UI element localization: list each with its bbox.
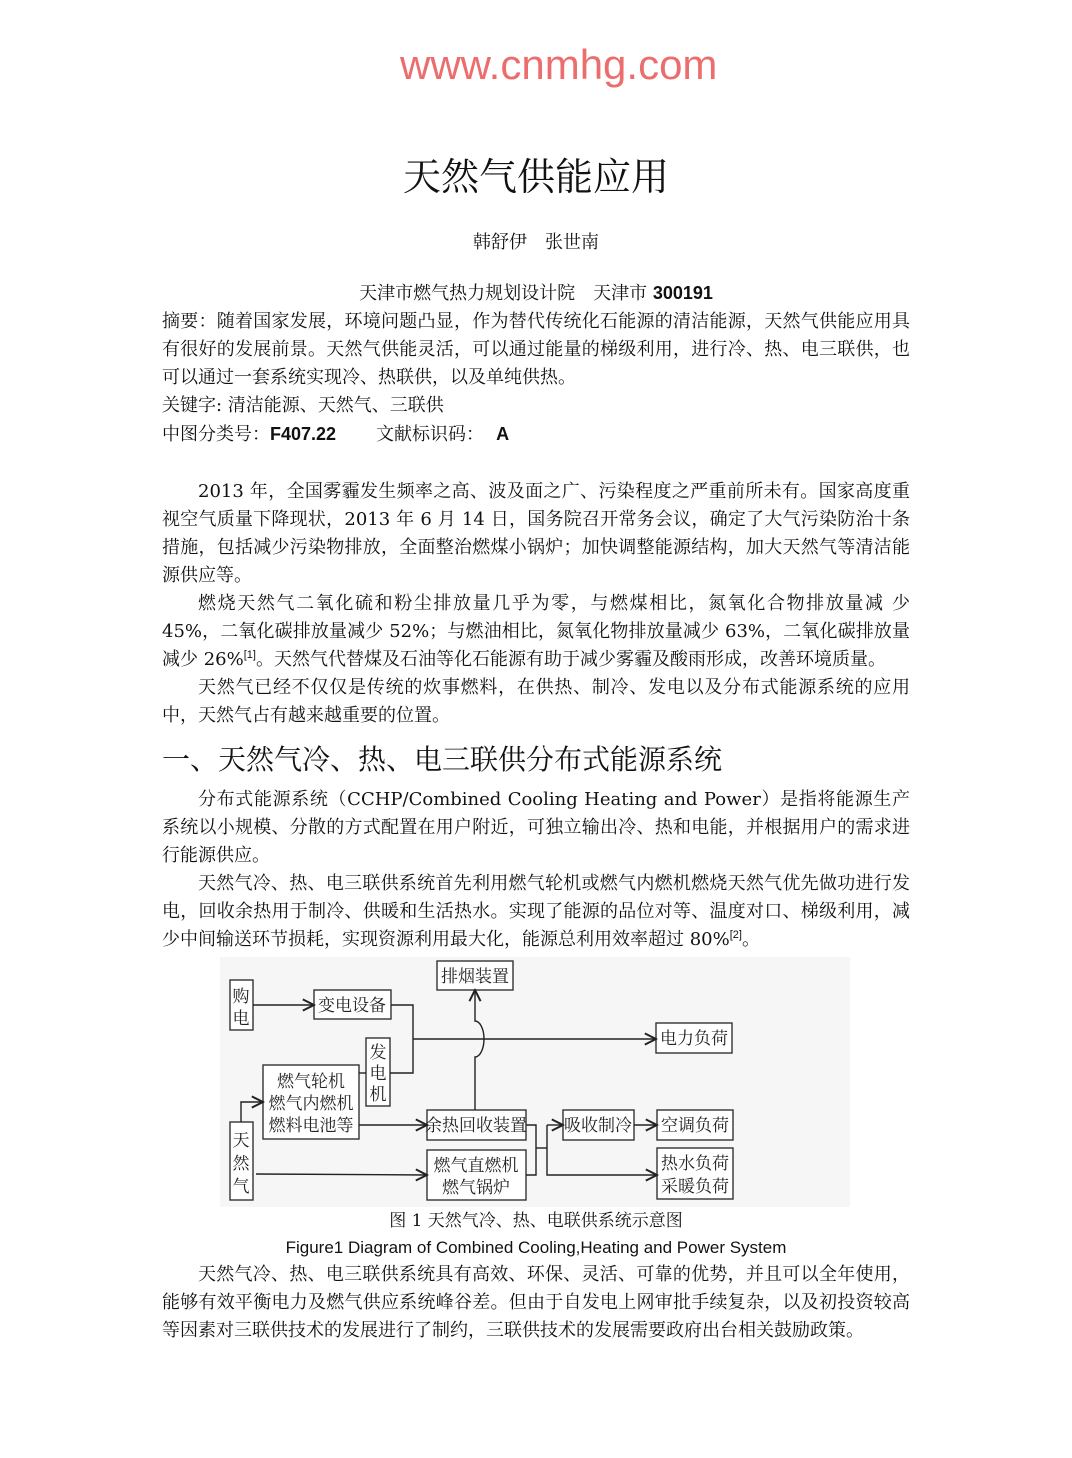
label-heat-recovery: 余热回收装置 [425,1116,527,1136]
classification-value: F407.22 [270,424,337,444]
paragraph-text: 。 [741,929,760,950]
paragraph-text: 。天然气代替煤及石油等化石能源有助于减少雾霾及酸雨形成，改善环境质量。 [255,649,886,670]
abstract [162,308,910,392]
paragraph-text: 天然气冷、热、电三联供系统首先利用燃气轮机或燃气内燃机燃烧天然气优先做功进行发电，回收余热用于制冷、供暖和生活热水。实现了能源的品位对等、温度对口、梯级利用，减少中间输送环节损耗，实现资源利用最大化，能源总利用效率超过 80% [162,873,910,950]
section-paragraph: 分布式能源系统（CCHP/Combined Cooling Heating and Power）是指将能源生产系统以小规模、分散的方式配置在用户附近，可独立输出冷、热和电能，并根据用户的需求进行能源供应。 [162,789,910,866]
label-ac-load: 空调负荷 [661,1116,729,1136]
cchp-system-diagram [220,957,850,1207]
section1-body [162,786,910,954]
section-paragraph [162,870,910,954]
doc-code-value: A [496,424,510,444]
keywords-text: 清洁能源、天然气、三联供 [227,395,444,416]
abstract-label: 摘要： [162,311,217,332]
classification [162,420,910,449]
label-prime-mover: 燃气轮机 [277,1072,345,1092]
label-generator: 电 [369,1064,387,1084]
paragraph-text: 燃烧天然气二氧化硫和粉尘排放量几乎为零，与燃煤相比，氮氧化合物排放量减 少 45%，二氧化碳排放量减少 52%；与燃油相比，氮氧化物排放量减少 63%，二氧化碳排放量减少 26% [162,593,910,670]
abstract-text: 随着国家发展，环境问题凸显，作为替代传统化石能源的清洁能源，天然气供能应用具有很好的发展前景。天然气供能灵活，可以通过能量的梯级利用，进行冷、热、电三联供，也可以通过一套系统实现冷、热联供，以及单纯供热。 [162,311,910,388]
label-substation: 变电设备 [318,996,386,1016]
section-heading: 一、天然气冷、热、电三联供分布式能源系统 [162,743,723,776]
keywords [162,392,910,420]
document-title: 天然气供能应用 [402,155,669,199]
label-heat-load: 热水负荷 [661,1154,729,1174]
label-direct-fired: 燃气锅炉 [442,1178,510,1198]
affiliation [162,280,910,307]
figure-caption-en: Figure1 Diagram of Combined Cooling,Heating and Power System [285,1238,787,1257]
label-generator: 发 [369,1043,387,1063]
label-buy-power: 购 [232,987,250,1007]
section1-closing [162,1261,910,1345]
label-prime-mover: 燃料电池等 [268,1116,354,1136]
label-exhaust: 排烟装置 [441,967,509,987]
label-natural-gas: 气 [232,1177,250,1197]
keywords-label: 关键字: [162,395,228,416]
label-natural-gas: 然 [232,1154,250,1174]
authors: 韩舒伊 张世南 [473,232,599,253]
label-prime-mover: 燃气内燃机 [268,1094,354,1114]
citation[interactable]: [1] [243,649,256,661]
label-generator: 机 [369,1085,387,1105]
intro-paragraph: 2013 年，全国雾霾发生频率之高、波及面之广、污染程度之严重前所未有。国家高度重视空气质量下降现状，2013 年 6 月 14 日，国务院召开常务会议，确定了大气污染防治十条措施，包括减少污染物排放，全面整治燃煤小锅炉；加快调整能源结构，加大天然气等清洁能源供应等。 [162,481,910,586]
label-absorption: 吸收制冷 [564,1116,632,1136]
affiliation-org: 天津市燃气热力规划设计院 天津市 [359,283,653,304]
classification-label: 中图分类号： [162,424,270,445]
figure-caption-cn: 图 1 天然气冷、热、电联供系统示意图 [389,1211,683,1231]
postcode: 300191 [652,283,713,303]
doc-code-label: 文献标识码： [376,424,485,445]
label-heat-load: 采暖负荷 [661,1177,729,1197]
label-natural-gas: 天 [232,1131,250,1151]
section-paragraph: 天然气冷、热、电三联供系统具有高效、环保、灵活、可靠的优势，并且可以全年使用，能够有效平衡电力及燃气供应系统峰谷差。但由于自发电上网审批手续复杂，以及初投资较高等因素对三联供技术的发展进行了制约，三联供技术的发展需要政府出台相关鼓励政策。 [162,1264,910,1341]
label-power-load: 电力负荷 [660,1029,728,1049]
watermark: www.cnmhg.com [400,41,718,88]
citation[interactable]: [2] [729,929,742,941]
intro-paragraph: 天然气已经不仅仅是传统的炊事燃料，在供热、制冷、发电以及分布式能源系统的应用中，天然气占有越来越重要的位置。 [162,677,910,726]
intro-section [162,478,910,730]
intro-paragraph [162,590,910,674]
label-direct-fired: 燃气直燃机 [433,1156,519,1176]
document-column [162,0,910,1345]
label-buy-power: 电 [232,1009,250,1029]
